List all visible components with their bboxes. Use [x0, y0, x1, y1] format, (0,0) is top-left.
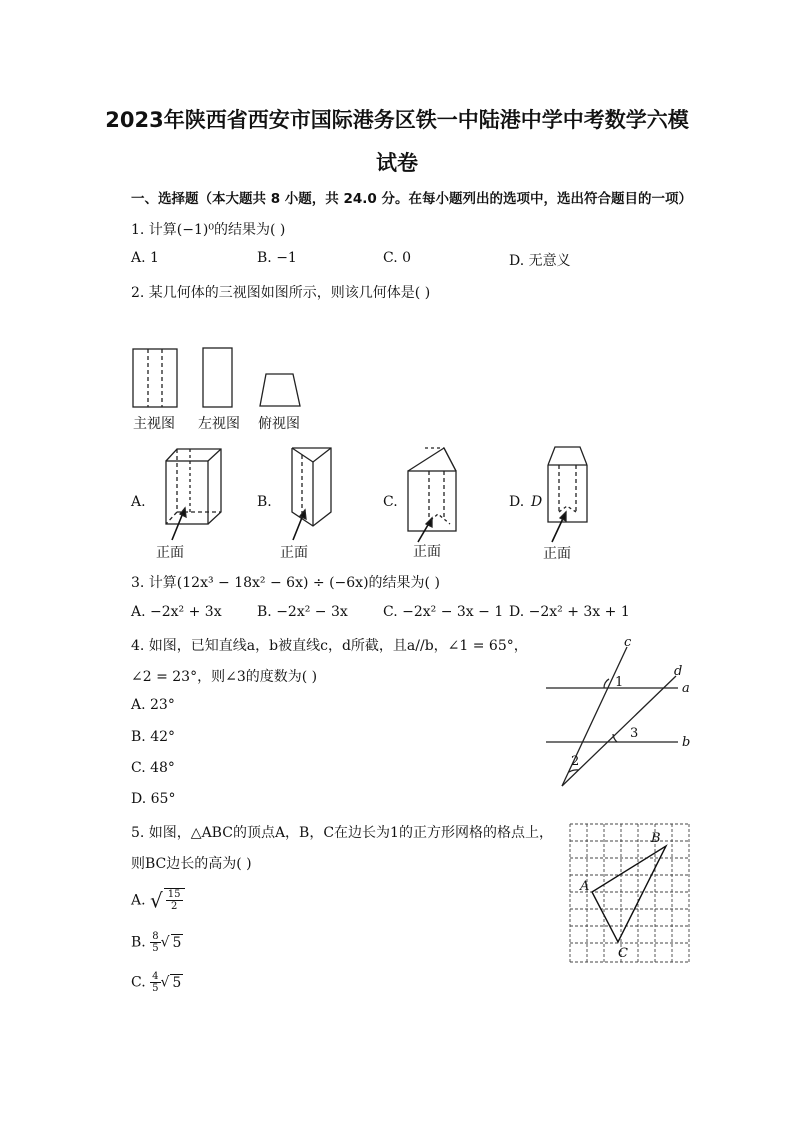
front-view-label: 主视图 — [133, 416, 175, 432]
q2-option-d: D. — [509, 494, 525, 510]
q2-option-c: C. — [383, 494, 398, 510]
front-label-a: 正面 — [156, 545, 184, 561]
q4-option-b: B. 42° — [131, 729, 176, 745]
q3-option-a: A. −2x² + 3x — [131, 604, 222, 620]
section-heading: 一、选择题（本大题共 8 小题，共 24.0 分。在每小题列出的选项中，选出符合题目的一项） — [131, 191, 693, 207]
label-a: a — [682, 681, 690, 696]
question-2-stem: 2. 某几何体的三视图如图所示，则该几何体是( ) — [131, 285, 431, 301]
question-4-stem-line2: ∠2 = 23°，则∠3的度数为( ) — [131, 669, 318, 685]
label-angle-3: 3 — [630, 726, 639, 741]
q5-c-radicand: 5 — [172, 974, 182, 991]
label-c: c — [624, 635, 632, 650]
front-label-c: 正面 — [413, 544, 441, 560]
q3-option-d: D. −2x² + 3x + 1 — [509, 604, 630, 620]
q5-option-a-label: A. — [131, 892, 146, 909]
page-title: 2023年陕西省西安市国际港务区铁一中陆港中学中考数学六模 — [105, 108, 689, 132]
vertex-b: B — [651, 831, 661, 846]
question-4-stem-line1: 4. 如图，已知直线a，b被直线c，d所截，且a//b，∠1 = 65°， — [131, 638, 528, 654]
vertex-a: A — [580, 879, 590, 894]
q1-option-a: A. 1 — [131, 250, 159, 266]
vertex-c: C — [618, 946, 628, 961]
q5-b-radicand: 5 — [172, 934, 182, 951]
q1-option-c: C. 0 — [383, 250, 412, 266]
q4-option-d: D. 65° — [131, 791, 176, 807]
q5-c-denominator: 5 — [152, 983, 159, 994]
front-label-b: 正面 — [280, 545, 308, 561]
q3-option-c: C. −2x² − 3x − 1 — [383, 604, 504, 620]
label-angle-1: 1 — [615, 675, 624, 690]
q5-b-numerator: 8 — [152, 931, 159, 942]
question-1-stem: 1. 计算(−1)⁰的结果为( ) — [131, 222, 286, 238]
q3-option-b: B. −2x² − 3x — [257, 604, 348, 620]
page-title-line2: 试卷 — [376, 151, 418, 175]
front-label-d: 正面 — [543, 546, 571, 562]
sqrt-sign: √ — [150, 888, 163, 913]
sqrt-sign: √ — [160, 934, 170, 951]
left-view-label: 左视图 — [198, 416, 240, 432]
q4-option-a: A. 23° — [131, 697, 175, 713]
q5-c-numerator: 4 — [152, 971, 159, 982]
q1-option-d: D. 无意义 — [509, 253, 571, 269]
q2-option-d-italic: D — [531, 494, 543, 510]
q5-option-c-label: C. — [131, 974, 146, 991]
q5-b-denominator: 5 — [152, 943, 159, 954]
label-b: b — [682, 735, 691, 750]
sqrt-sign: √ — [160, 974, 170, 991]
question-5-stem-line1: 5. 如图，△ABC的顶点A，B，C在边长为1的正方形网格的格点上， — [131, 825, 553, 841]
label-d: d — [674, 664, 683, 679]
q5-a-numerator: 15 — [167, 889, 181, 900]
q2-option-a: A. — [131, 494, 146, 510]
question-3-stem: 3. 计算(12x³ − 18x² − 6x) ÷ (−6x)的结果为( ) — [131, 575, 440, 591]
q1-option-b: B. −1 — [257, 250, 297, 266]
q5-a-denominator: 2 — [170, 901, 178, 912]
q5-option-b-label: B. — [131, 934, 146, 951]
question-5-stem-line2: 则BC边长的高为( ) — [131, 856, 252, 872]
q2-option-b: B. — [257, 494, 272, 510]
q4-option-c: C. 48° — [131, 760, 175, 776]
top-view-label: 俯视图 — [258, 416, 300, 432]
label-angle-2: 2 — [571, 754, 580, 769]
